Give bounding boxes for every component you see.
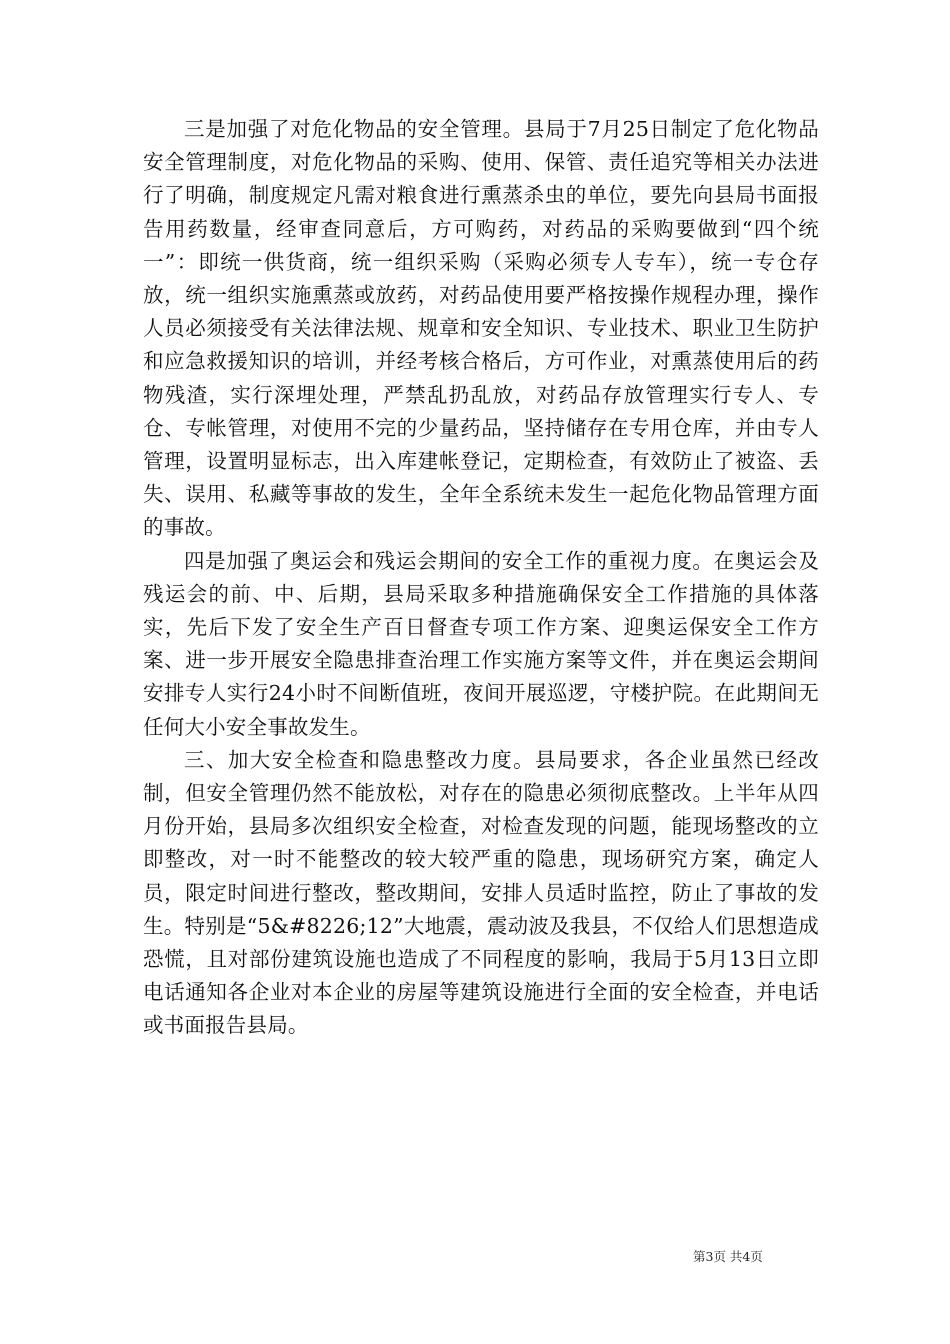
- document-body: [143, 113, 819, 1043]
- paragraph-hazardous-materials: 三是加强了对危化物品的安全管理。县局于7月25日制定了危化物品安全管理制度，对危化物品的采购、使用、保管、责任追究等相关办法进行了明确，制度规定凡需对粮食进行熏蒸杀虫的单位，要先向县局书面报告用药数量，经审查同意后，方可购药，对药品的采购要做到“四个统一”：即统一供货商，统一组织采购（采购必须专人专车），统一专仓存放，统一组织实施熏蒸或放药，对药品使用要严格按操作规程办理，操作人员必须接受有关法律法规、规章和安全知识、专业技术、职业卫生防护和应急救援知识的培训，并经考核合格后，方可作业，对熏蒸使用后的药物残渣，实行深埋处理，严禁乱扔乱放，对药品存放管理实行专人、专仓、专帐管理，对使用不完的少量药品，坚持储存在专用仓库，并由专人管理，设置明显标志，出入库建帐登记，定期检查，有效防止了被盗、丢失、误用、私藏等事故的发生，全年全系统未发生一起危化物品管理方面的事故。: [143, 117, 819, 540]
- paragraph-safety-inspection: 三、加大安全检查和隐患整改力度。县局要求，各企业虽然已经改制，但安全管理仍然不能放松，对存在的隐患必须彻底整改。上半年从四月份开始，县局多次组织安全检查，对检查发现的问题，能现场整改的立即整改，对一时不能整改的较大较严重的隐患，现场研究方案，确定人员，限定时间进行整改，整改期间，安排人员适时监控，防止了事故的发生。特别是“5&#8226;12”大地震，震动波及我县，不仅给人们思想造成恐慌，且对部份建筑设施也造成了不同程度的影响，我局于5月13日立即电话通知各企业对本企业的房屋等建筑设施进行全面的安全检查，并电话或书面报告县局。: [143, 747, 819, 1038]
- page-number-footer: 第3页 共4页: [693, 1249, 763, 1264]
- paragraph-olympics-safety: 四是加强了奥运会和残运会期间的安全工作的重视力度。在奥运会及残运会的前、中、后期，县局采取多种措施确保安全工作措施的具体落实，先后下发了安全生产百日督查专项工作方案、迎奥运保安全工作方案、进一步开展安全隐患排查治理工作实施方案等文件，并在奥运会期间安排专人实行24小时不间断值班，夜间开展巡逻，守楼护院。在此期间无任何大小安全事故发生。: [143, 548, 819, 739]
